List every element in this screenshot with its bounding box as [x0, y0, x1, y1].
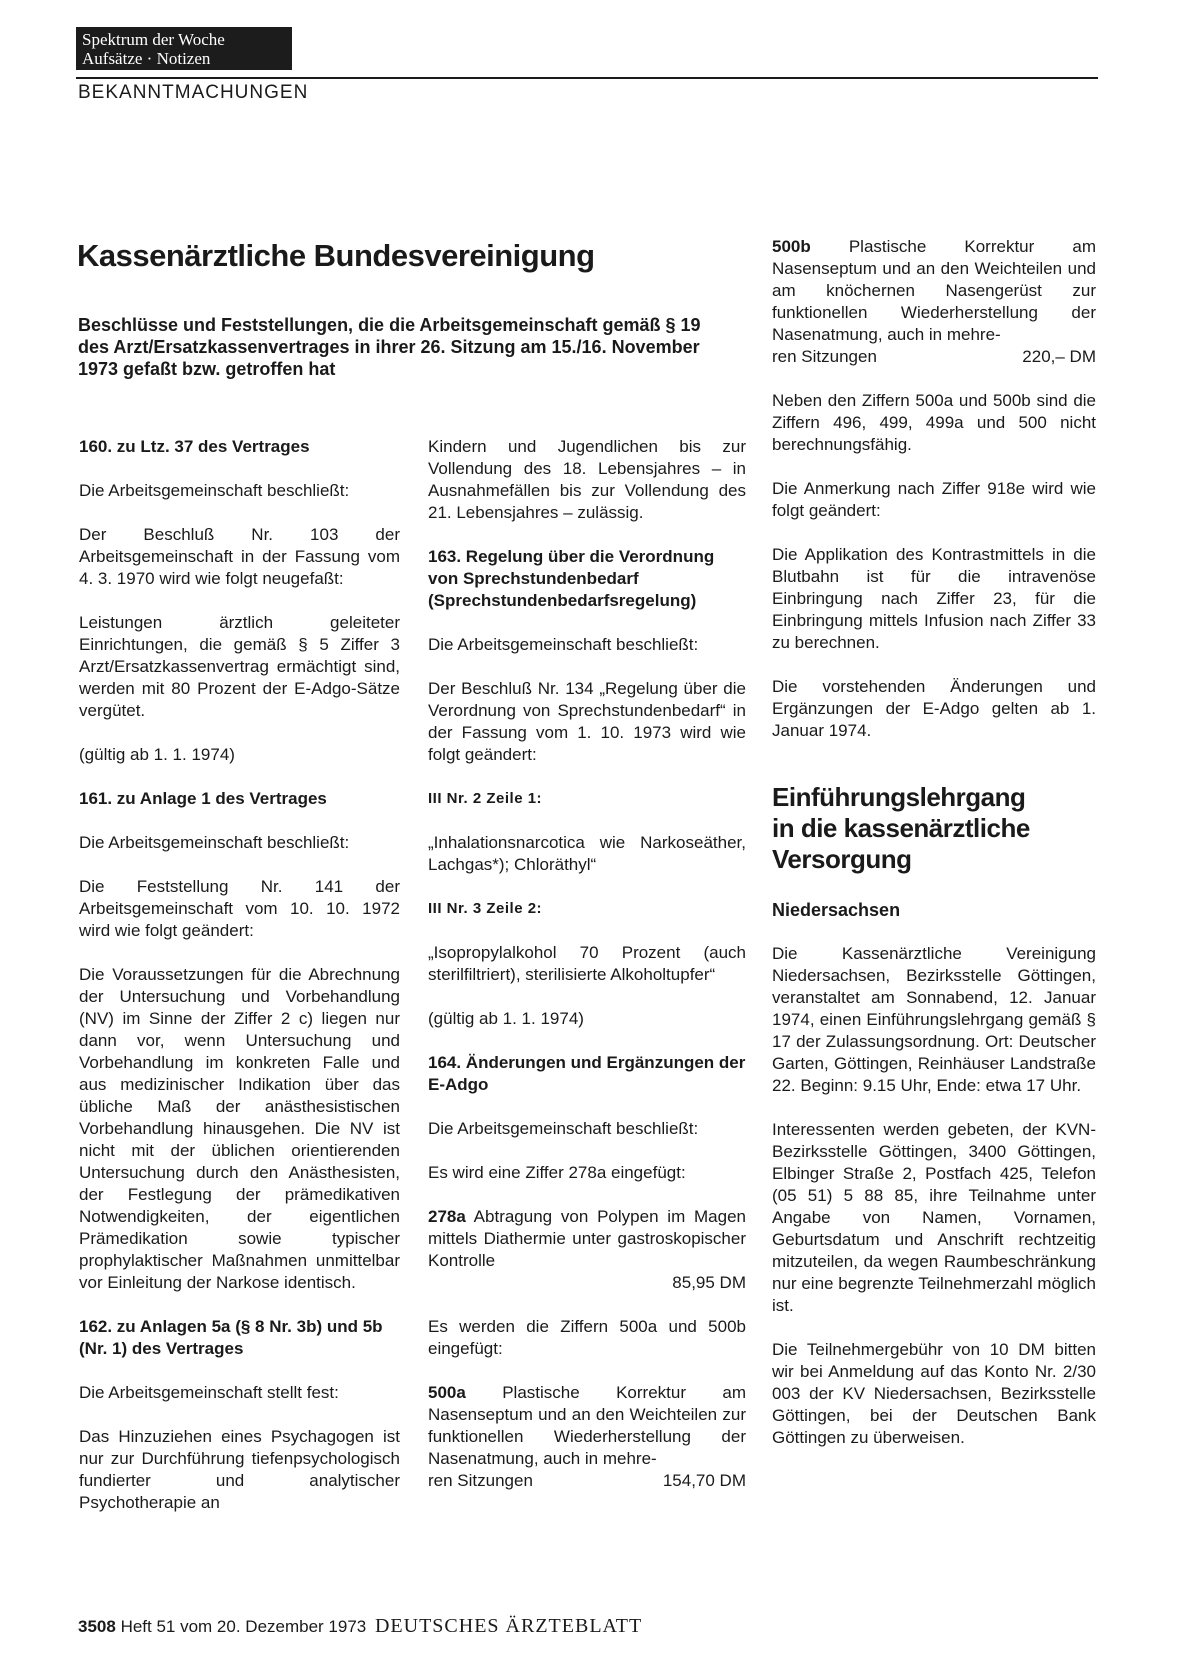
paragraph: Die Arbeitsgemeinschaft beschließt: — [79, 833, 350, 852]
paragraph: Die Applikation des Kontrastmittels in die Blutbahn ist für die intravenöse Einbringung nach Ziffer 23, für die Einbringung mittels Infusion nach Ziffer 33 zu berechnen. — [772, 545, 1096, 652]
heading-164: 164. Änderungen und Ergänzungen der E-Adgo — [428, 1053, 746, 1094]
issue-info: Heft 51 vom 20. Dezember 1973 — [120, 1617, 367, 1636]
fee-number: 500b — [772, 237, 811, 256]
heading-161: 161. zu Anlage 1 des Vertrages — [79, 789, 327, 808]
section-label: BEKANNTMACHUNGEN — [78, 82, 309, 103]
fee-price-row-500b — [772, 346, 1096, 368]
subheading-iii-nr2: III Nr. 2 Zeile 1: — [428, 790, 543, 807]
column-1 — [79, 436, 400, 1514]
paragraph: (gültig ab 1. 1. 1974) — [79, 745, 235, 764]
paragraph: Die Feststellung Nr. 141 der Arbeitsgemeinschaft vom 10. 10. 1972 wird wie folgt geändert: — [79, 877, 400, 940]
paragraph: Die Kassenärztliche Vereinigung Niedersachsen, Bezirksstelle Göttingen, veranstaltet am Sonnabend, 12. Januar 1974, einen Einführungslehrgang gemäß § 17 der Zulassungsordnung. Ort: Deutscher Garten, Göttingen, Reinhäuser Landstraße 22. Beginn: 9.15 Uhr, Ende: etwa 17 Uhr. — [772, 944, 1096, 1095]
title-line: Versorgung — [772, 844, 912, 874]
fee-item-278a — [428, 1206, 746, 1272]
header-rule — [76, 77, 1098, 79]
paragraph: Die Anmerkung nach Ziffer 918e wird wie folgt geändert: — [772, 479, 1096, 520]
paragraph: Neben den Ziffern 500a und 500b sind die Ziffern 496, 499, 499a und 500 nicht berechnungsfähig. — [772, 391, 1096, 454]
paragraph: Die Arbeitsgemeinschaft beschließt: — [428, 1119, 699, 1138]
article-title — [772, 782, 1096, 875]
paragraph: Der Beschluß Nr. 134 „Regelung über die Verordnung von Sprechstundenbedarf“ in der Fassung vom 1. 10. 1973 wird wie folgt geändert: — [428, 679, 746, 764]
paragraph: (gültig ab 1. 1. 1974) — [428, 1009, 584, 1028]
title-line: in die kassenärztliche — [772, 813, 1030, 843]
fee-item-500b — [772, 236, 1096, 346]
badge-line-2: Aufsätze · Notizen — [82, 49, 211, 68]
page-title: Kassenärztliche Bundesvereinigung — [77, 238, 595, 273]
fee-price: 154,70 DM — [662, 1471, 746, 1490]
masthead: DEUTSCHES ÄRZTEBLATT — [374, 1615, 643, 1637]
column-2 — [428, 436, 746, 1492]
page-subtitle: Beschlüsse und Feststellungen, die die Arbeitsgemeinschaft gemäß § 19 des Arzt/Ersatzkassenvertrages in ihrer 26. Sitzung am 15./16. November 1973 gefaßt bzw. getroffen hat — [78, 315, 701, 379]
fee-price-row-500a — [428, 1470, 746, 1492]
page-footer — [78, 1615, 642, 1638]
region-heading: Niedersachsen — [772, 900, 901, 920]
paragraph: Der Beschluß Nr. 103 der Arbeitsgemeinschaft in der Fassung vom 4. 3. 1970 wird wie folgt neugefaßt: — [79, 525, 400, 588]
fee-description: Plastische Korrektur am Nasenseptum und an den Weichteilen zur funktionellen Wiederherstellung der Nasenatmung, auch in mehre- — [428, 1383, 746, 1468]
fee-number: 278a — [428, 1207, 466, 1226]
paragraph: „Isopropylalkohol 70 Prozent (auch sterilfiltriert), sterilisierte Alkoholtupfer“ — [428, 943, 746, 984]
paragraph: Die Arbeitsgemeinschaft beschließt: — [428, 635, 699, 654]
fee-price-278a: 85,95 DM — [672, 1273, 746, 1292]
paragraph: Die Arbeitsgemeinschaft beschließt: — [79, 481, 350, 500]
heading-163: 163. Regelung über die Verordnung von Sprechstundenbedarf (Sprechstundenbedarfsregelung) — [428, 547, 715, 610]
paragraph: Die Arbeitsgemeinschaft stellt fest: — [79, 1383, 339, 1402]
paragraph: Es wird eine Ziffer 278a eingefügt: — [428, 1163, 686, 1182]
fee-description-end: ren Sitzungen — [428, 1471, 533, 1490]
paragraph: Die Teilnehmergebühr von 10 DM bitten wir bei Anmeldung auf das Konto Nr. 2/30 003 der KV Niedersachsen, Bezirksstelle Göttingen, bei der Deutschen Bank Göttingen zu überweisen. — [772, 1340, 1096, 1447]
column-3 — [772, 236, 1096, 1449]
paragraph: Die Voraussetzungen für die Abrechnung der Untersuchung und Vorbehandlung (NV) im Sinne der Ziffer 2 c) liegen nur dann vor, wenn Untersuchung und Vorbehandlung im konkreten Falle und aus medizinischer Indikation über das übliche Maß der anästhesistischen Vorbehandlung hinausgehen. Die NV ist nicht mit der üblichen orientierenden Untersuchung durch den Anästhesisten, der Festlegung der prämedikativen Notwendigkeiten, der eigentlichen Prämedikation sowie typischer prophylaktischer Maßnahmen unmittelbar vor Einleitung der Narkose identisch. — [79, 965, 400, 1292]
paragraph: „Inhalationsnarcotica wie Narkoseäther, Lachgas*); Chloräthyl“ — [428, 833, 746, 874]
paragraph: Es werden die Ziffern 500a und 500b eingefügt: — [428, 1317, 746, 1358]
paragraph: Leistungen ärztlich geleiteter Einrichtungen, die gemäß § 5 Ziffer 3 Arzt/Ersatzkassenvertrag ermächtigt sind, werden mit 80 Prozent der E-Adgo-Sätze vergütet. — [79, 613, 400, 720]
section-badge — [76, 27, 292, 70]
fee-description: Abtragung von Polypen im Magen mittels Diathermie unter gastroskopischer Kontrolle — [428, 1207, 746, 1270]
paragraph: Das Hinzuziehen eines Psychagogen ist nur zur Durchführung tiefenpsychologisch fundierter und analytischer Psychotherapie an — [79, 1427, 400, 1512]
fee-price: 220,– DM — [1022, 347, 1096, 366]
title-line: Einführungslehrgang — [772, 782, 1026, 812]
fee-description: Plastische Korrektur am Nasenseptum und an den Weichteilen und am knöchernen Nasengerüst zur funktionellen Wiederherstellung der Nasenatmung, auch in mehre- — [772, 237, 1096, 344]
page-number: 3508 — [78, 1617, 116, 1636]
paragraph: Interessenten werden gebeten, der KVN-Bezirksstelle Göttingen, 3400 Göttingen, Elbinger Straße 2, Postfach 425, Telefon (05 51) 5 88 85, ihre Teilnahme unter Angabe von Namen, Vornamen, Geburtsdatum und Anschrift rechtzeitig mitzuteilen, da wegen Raumbeschränkung nur eine begrenzte Teilnehmerzahl möglich ist. — [772, 1120, 1096, 1315]
heading-160: 160. zu Ltz. 37 des Vertrages — [79, 437, 310, 456]
badge-line-1: Spektrum der Woche — [82, 30, 225, 49]
paragraph: Kindern und Jugendlichen bis zur Vollendung des 18. Lebensjahres – in Ausnahmefällen bis zur Vollendung des 21. Lebensjahres – zulässig. — [428, 437, 746, 522]
paragraph: Die vorstehenden Änderungen und Ergänzungen der E-Adgo gelten ab 1. Januar 1974. — [772, 677, 1096, 740]
heading-162: 162. zu Anlagen 5a (§ 8 Nr. 3b) und 5b (Nr. 1) des Vertrages — [79, 1317, 383, 1358]
subheading-iii-nr3: III Nr. 3 Zeile 2: — [428, 900, 543, 917]
fee-item-500a — [428, 1382, 746, 1470]
fee-number: 500a — [428, 1383, 466, 1402]
fee-description-end: ren Sitzungen — [772, 347, 877, 366]
